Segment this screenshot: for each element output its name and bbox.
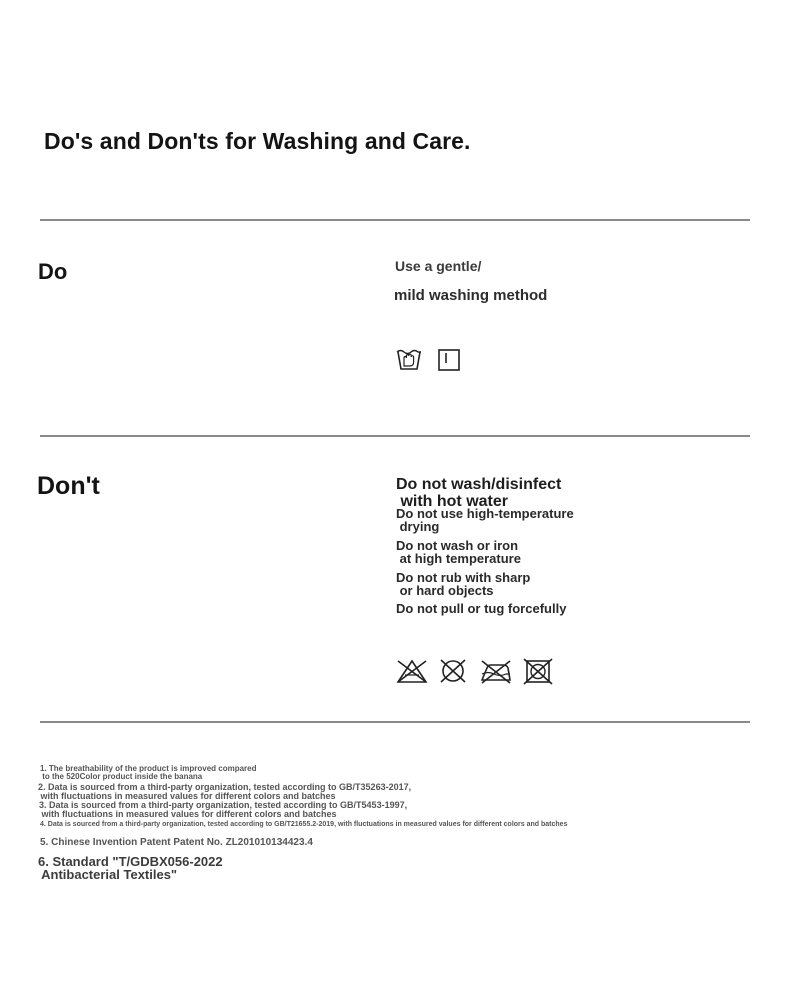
do-instruction-line-2: mild washing method — [394, 287, 548, 304]
page-title: Do's and Don'ts for Washing and Care. — [44, 128, 471, 154]
do-not-dry-clean-icon — [522, 658, 554, 685]
hang-dry-icon — [438, 349, 460, 371]
footnote-2: 2. Data is sourced from a third-party organization, tested according to GB/T35263-2017, with fluctuations in measured values for different colors and batches — [38, 782, 412, 801]
do-not-iron-icon — [479, 659, 513, 684]
dont-heading: Don't — [37, 472, 100, 500]
do-instruction-line-1: Use a gentle/ — [395, 258, 482, 274]
hand-wash-icon — [396, 347, 422, 371]
divider-bottom — [40, 721, 750, 723]
footnote-4: 4. Data is sourced from a third-party organization, tested according to GB/T21655.2-2019, with fluctuations in measured values for different colors and batches — [40, 821, 568, 828]
do-not-bleach-icon — [396, 659, 428, 684]
dont-item-high-temp-drying: Do not use high-temperature drying — [396, 506, 574, 534]
do-heading: Do — [38, 259, 68, 284]
dont-item-pull-tug: Do not pull or tug forcefully — [396, 601, 567, 616]
dont-item-high-temp-iron: Do not wash or iron at high temperature — [396, 538, 521, 566]
footnote-1: 1. The breathability of the product is improved compared to the 520Color product inside the banana — [40, 764, 257, 781]
dont-item-rub-sharp: Do not rub with sharp or hard objects — [396, 570, 531, 598]
divider-top — [40, 219, 750, 221]
do-not-tumble-dry-icon — [437, 658, 469, 684]
divider-middle — [40, 435, 750, 437]
footnote-3: 3. Data is sourced from a third-party organization, tested according to GB/T5453-1997, with fluctuations in measured values for different colors and batches — [39, 800, 408, 819]
footnote-5: 5. Chinese Invention Patent Patent No. ZL201010134423.4 — [40, 837, 313, 848]
dont-item-hot-water: Do not wash/disinfect with hot water — [396, 476, 562, 510]
footnote-6: 6. Standard "T/GDBX056-2022 Antibacterial Textiles" — [38, 854, 223, 882]
